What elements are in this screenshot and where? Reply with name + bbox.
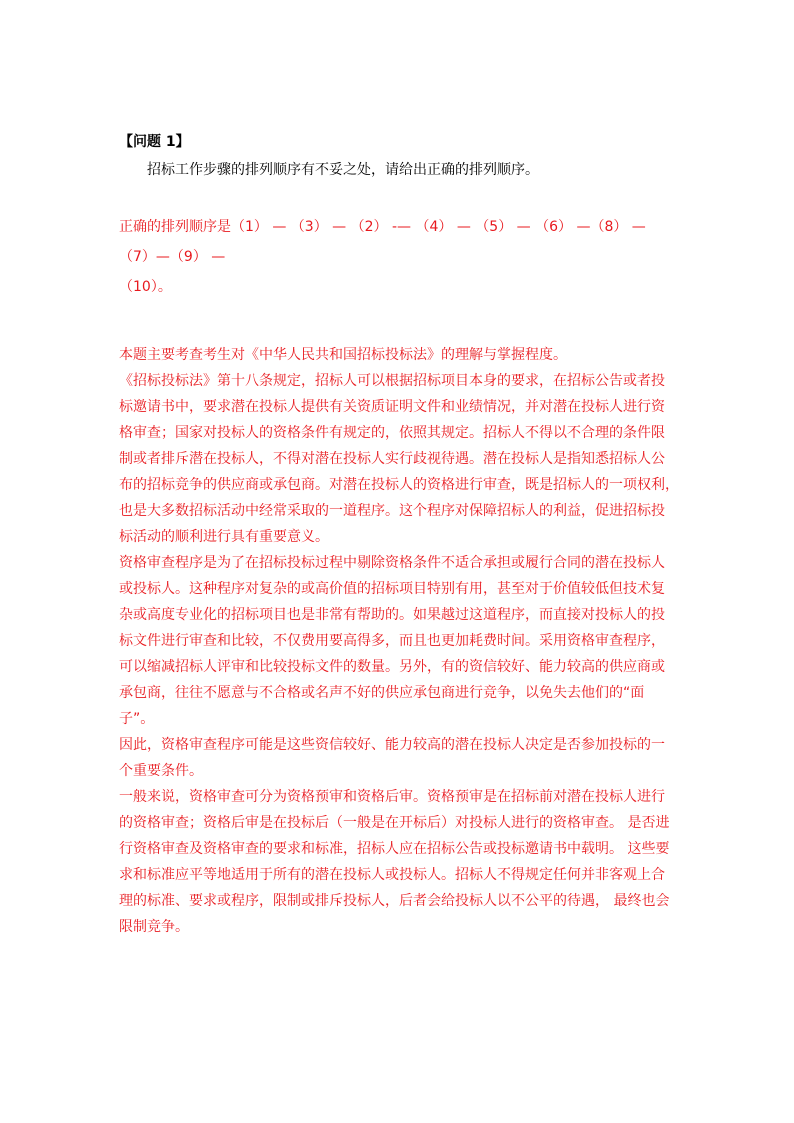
para-3-line: 行资格审查及资格审查的要求和标准，招标人应在招标公告或投标邀请书中载明。 这些要	[119, 841, 670, 857]
para-3-line: 理的标准、要求或程序，限制或排斥投标人，后者会给投标人以不公平的待遇， 最终也会	[119, 893, 670, 909]
para-1-line: 标活动的顺利进行具有重要意义。	[119, 529, 329, 545]
explanation-para-1	[119, 368, 679, 550]
explanation-para-2	[119, 550, 679, 784]
para-3-line: 求和标准应平等地适用于所有的潜在投标人或投标人。招标人不得规定任何并非客观上合	[119, 867, 665, 883]
answer-block	[119, 212, 679, 302]
para-2-line: 可以缩减招标人评审和比较投标文件的数量。另外，有的资信较好、能力较高的供应商或	[119, 659, 665, 675]
question-text: 招标工作步骤的排列顺序有不妥之处，请给出正确的排列顺序。	[147, 162, 539, 178]
para-1-line: 《招标投标法》第十八条规定，招标人可以根据招标项目本身的要求，在招标公告或者投	[119, 373, 665, 389]
para-3-line: 限制竞争。	[119, 919, 189, 935]
para-3-line: 的资格审查；资格后审是在投标后（一般是在开标后）对投标人进行的资格审查。 是否进	[119, 815, 670, 831]
explanation-para-3	[119, 784, 679, 940]
para-3-line: 一般来说，资格审查可分为资格预审和资格后审。资格预审是在招标前对潜在投标人进行	[119, 789, 665, 805]
para-2-line: 杂或高度专业化的招标项目也是非常有帮助的。如果越过这道程序，而直接对投标人的投	[119, 607, 665, 623]
para-2-line: 承包商，往往不愿意与不合格或名声不好的供应承包商进行竞争，以免失去他们的“面子”。	[119, 685, 645, 727]
explanation-block	[119, 342, 679, 940]
para-2-line: 因此，资格审查程序可能是这些资信较好、能力较高的潜在投标人决定是否参加投标的一	[119, 737, 665, 753]
para-2-line: 或投标人。这种程序对复杂的或高价值的招标项目特别有用，甚至对于价值较低但技术复	[119, 581, 665, 597]
para-1-line: 布的招标竞争的供应商或承包商。对潜在投标人的资格进行审查，既是招标人的一项权利，	[119, 477, 679, 493]
explanation-intro: 本题主要考查考生对《中华人民共和国招标投标法》的理解与掌握程度。	[119, 347, 567, 363]
question-heading: 【问题 1】	[119, 134, 190, 150]
para-1-line: 制或者排斥潜在投标人，不得对潜在投标人实行歧视待遇。潜在投标人是指知悉招标人公	[119, 451, 665, 467]
para-2-line: 个重要条件。	[119, 763, 203, 779]
para-2-line: 资格审查程序是为了在招标投标过程中剔除资格条件不适合承担或履行合同的潜在投标人	[119, 555, 665, 571]
para-1-line: 标邀请书中，要求潜在投标人提供有关资质证明文件和业绩情况，并对潜在投标人进行资	[119, 399, 665, 415]
answer-line-1: 正确的排列顺序是（1） — （3） — （2） -— （4） — （5） — （6） —（8） — （7）—（9） —	[119, 219, 646, 265]
para-1-line: 也是大多数招标活动中经常采取的一道程序。这个程序对保障招标人的利益，促进招标投	[119, 503, 665, 519]
document-page	[119, 128, 679, 940]
answer-line-2: （10）。	[119, 279, 172, 295]
para-2-line: 标文件进行审查和比较，不仅费用要高得多，而且也更加耗费时间。采用资格审查程序，	[119, 633, 665, 649]
para-1-line: 格审查；国家对投标人的资格条件有规定的，依照其规定。招标人不得以不合理的条件限	[119, 425, 665, 441]
